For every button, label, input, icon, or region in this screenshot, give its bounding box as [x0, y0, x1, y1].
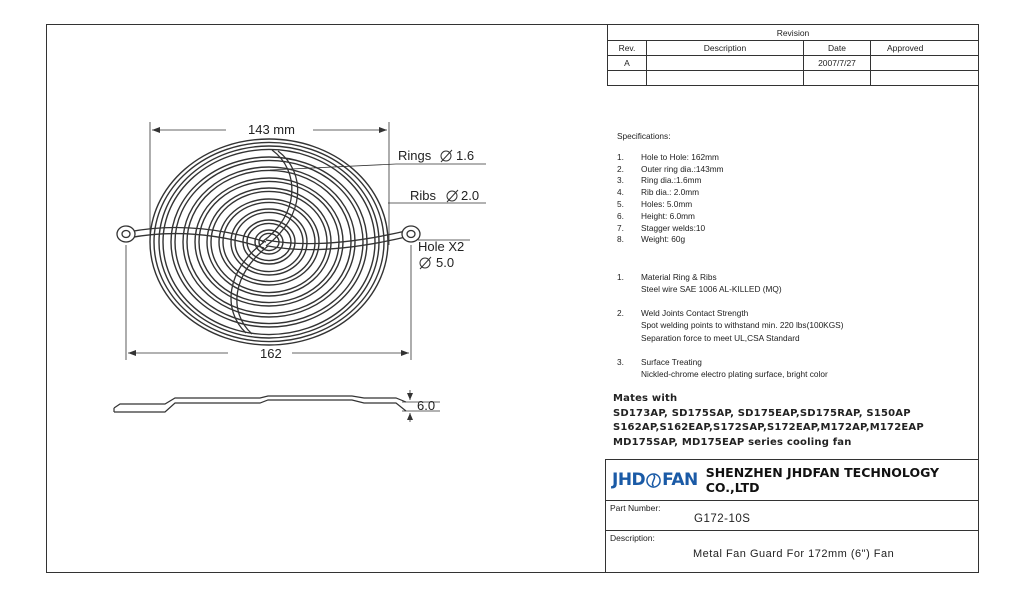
dim-outer-ring: 143 mm: [248, 122, 295, 137]
value-ribs: 2.0: [461, 188, 480, 203]
company-row: [605, 459, 979, 500]
note-material: 1. Material Ring & Ribs Steel wire SAE 1006 AL-KILLED (MQ): [617, 272, 782, 294]
part-number-row: [605, 500, 979, 530]
title-block: [605, 459, 979, 573]
list-item: 6. Height: 6.0mm: [617, 210, 695, 221]
dim-height: 6.0: [417, 398, 436, 413]
company-logo: JHD FAN: [612, 470, 698, 490]
label-hole: Hole X2: [418, 239, 465, 254]
company-name: SHENZHEN JHDFAN TECHNOLOGY CO.,LTD: [705, 465, 940, 495]
list-item: 4. Rib dia.: 2.0mm: [617, 187, 700, 198]
revision-title: Revision: [608, 25, 979, 41]
description-label: Description:: [610, 533, 655, 543]
description-value: [647, 56, 804, 71]
material-notes: [617, 272, 972, 381]
fan-swirl-icon: [646, 473, 661, 488]
rev-header: Rev.: [608, 41, 647, 56]
spec-list: [617, 152, 972, 246]
part-number-value: G172-10S: [694, 513, 751, 525]
list-item: 5. Holes: 5.0mm: [617, 198, 693, 209]
specifications-title: Specifications:: [617, 131, 671, 141]
value-rings: 1.6: [456, 148, 475, 163]
label-ribs: Ribs: [410, 188, 437, 203]
description-header: Description: [647, 41, 804, 56]
mates-title: Mates with: [613, 393, 678, 404]
mates-line: S162AP,S162EAP,S172SAP,S172EAP,M172AP,M172EAP: [613, 422, 924, 433]
list-item: 1. Hole to Hole: 162mm: [617, 151, 719, 162]
list-item: 7. Stagger welds:10: [617, 222, 706, 233]
note-weld: 2. Weld Joints Contact Strength Spot welding points to withstand min. 220 lbs(100KGS) Separation force to meet UL,CSA Standard: [617, 307, 844, 344]
revision-table: [607, 24, 979, 86]
note-surface: 3. Surface Treating Nickled-chrome electro plating surface, bright color: [617, 357, 828, 379]
part-number-label: Part Number:: [610, 503, 661, 513]
date-header: Date: [804, 41, 871, 56]
value-hole: 5.0: [436, 255, 455, 270]
approved-header: Approved: [871, 41, 979, 56]
specifications: [617, 131, 972, 393]
approved-value: [871, 56, 979, 71]
mounting-hole-left: [117, 226, 135, 242]
description-row: [605, 530, 979, 573]
concentric-rings: [150, 139, 388, 345]
list-item: 8. Weight: 60g: [617, 234, 686, 245]
dim-hole-to-hole: 162: [260, 346, 282, 361]
list-item: 2. Outer ring dia.:143mm: [617, 163, 724, 174]
date-value: 2007/7/27: [804, 56, 871, 71]
mates-line: SD173AP, SD175SAP, SD175EAP,SD175RAP, S150AP: [613, 407, 911, 419]
mates-line: MD175SAP, MD175EAP series cooling fan: [613, 436, 852, 448]
side-profile: [114, 396, 406, 412]
rev-value: A: [608, 56, 647, 71]
mates-with: [613, 392, 973, 450]
label-rings: Rings: [398, 148, 432, 163]
list-item: 3. Ring dia.:1.6mm: [617, 175, 702, 186]
description-value: Metal Fan Guard For 172mm (6") Fan: [693, 548, 895, 560]
